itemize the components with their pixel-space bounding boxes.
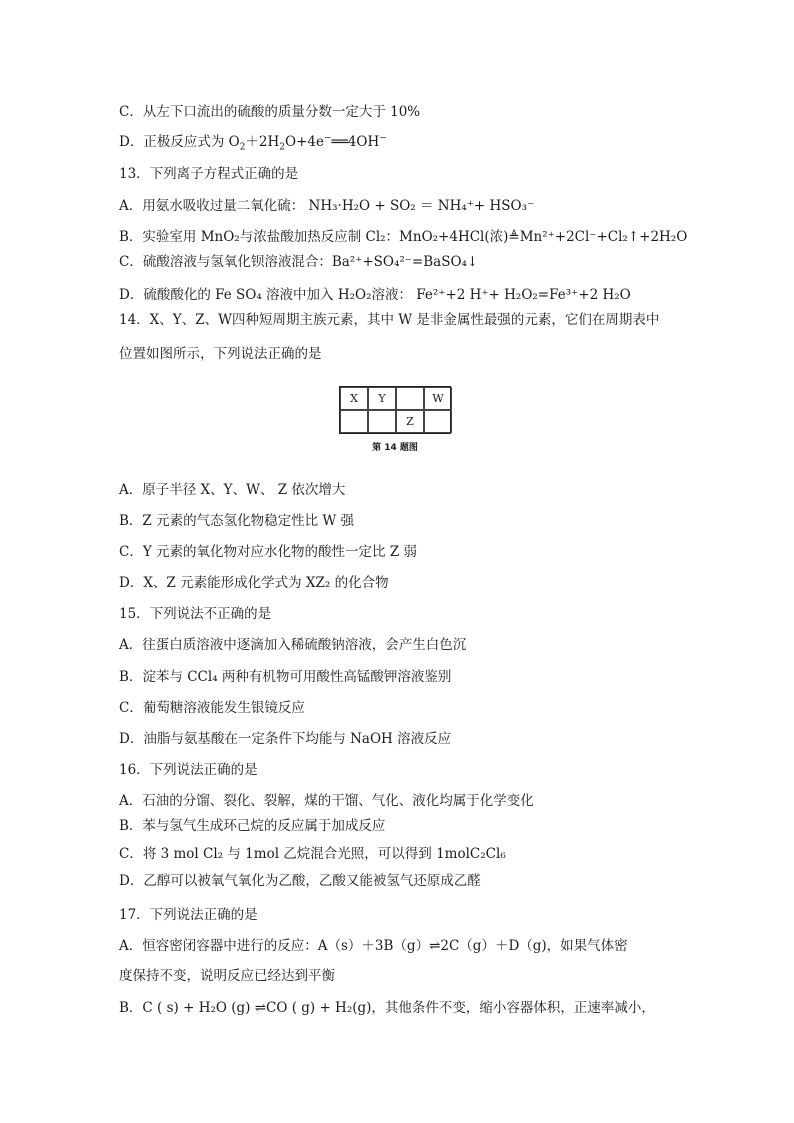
table-cell xyxy=(368,410,396,433)
q12-option-d-text-1: D．正极反应式为 O xyxy=(119,134,240,150)
table-cell: X xyxy=(340,387,368,410)
q12-sub-1: 2 xyxy=(239,142,246,153)
q12-option-d xyxy=(119,133,734,151)
q15-option-a: A．往蛋白质溶液中逐滴加入稀硫酸钠溶液，会产生白色沉 xyxy=(119,637,467,653)
q13-stem: 13．下列离子方程式正确的是 xyxy=(119,166,299,182)
q12-option-d-text-2: ＋2H xyxy=(245,134,280,150)
q15-option-b: B．淀苯与 CCl₄ 两种有机物可用酸性高锰酸钾溶液鉴别 xyxy=(119,669,452,685)
q13-option-a: A．用氨水吸收过量二氧化硫： NH₃·H₂O + SO₂ ＝ NH₄⁺+ HSO₃⁻ xyxy=(119,198,535,214)
q12-sup-2: − xyxy=(379,133,387,144)
table-cell xyxy=(424,410,452,433)
q15-option-c: C．葡萄糖溶液能发生银镜反应 xyxy=(119,700,305,716)
q12-option-c: C．从左下口流出的硫酸的质量分数一定大于 10% xyxy=(119,104,421,120)
q16-option-c: C．将 3 mol Cl₂ 与 1mol 乙烷混合光照，可以得到 1molC₂Cl₆ xyxy=(119,846,506,862)
table-cell xyxy=(340,410,368,433)
q12-option-d-text-4: ══4OH xyxy=(331,134,380,150)
figure-caption: 第 14 题图 xyxy=(372,443,418,453)
table-cell: Y xyxy=(368,387,396,410)
q13-option-b: B．实验室用 MnO₂与浓盐酸加热反应制 Cl₂：MnO₂+4HCl(浓)≜Mn²⁺+2Cl⁻+Cl₂↑+2H₂O xyxy=(119,229,688,245)
q14-stem-line-2: 位置如图所示，下列说法正确的是 xyxy=(119,346,322,362)
q12-sub-2: 2 xyxy=(279,142,286,153)
q14-option-c: C．Y 元素的氧化物对应水化物的酸性一定比 Z 弱 xyxy=(119,544,417,560)
q16-option-b: B．苯与氢气生成环己烷的反应属于加成反应 xyxy=(119,818,386,834)
q14-option-d: D．X、Z 元素能形成化学式为 XZ₂ 的化合物 xyxy=(119,575,389,591)
q13-option-d: D．硫酸酸化的 Fe SO₄ 溶液中加入 H₂O₂溶液： Fe²⁺+2 H⁺+ H₂O₂=Fe³⁺+2 H₂O xyxy=(119,287,631,303)
q12-sup-1: − xyxy=(324,133,332,144)
q16-option-a: A．石油的分馏、裂化、裂解，煤的干馏、气化、液化均属于化学变化 xyxy=(119,793,534,809)
q16-option-d: D．乙醇可以被氧气氧化为乙酸，乙酸又能被氢气还原成乙醛 xyxy=(119,873,481,889)
table-cell: W xyxy=(424,387,452,410)
q15-option-d: D．油脂与氨基酸在一定条件下均能与 NaOH 溶液反应 xyxy=(119,731,452,747)
q17-option-b: B．C ( s) + H₂O (g) ⇌CO ( g) + H₂(g)，其他条件不变，缩小容器体积，正速率减小， xyxy=(119,1000,655,1016)
q14-option-b: B．Z 元素的气态氢化物稳定性比 W 强 xyxy=(119,513,355,529)
table-cell: Z xyxy=(396,410,424,433)
q14-option-a: A．原子半径 X、Y、W、 Z 依次增大 xyxy=(119,482,346,498)
q15-stem: 15．下列说法不正确的是 xyxy=(119,606,272,622)
q14-figure xyxy=(339,386,451,453)
q17-stem: 17．下列说法正确的是 xyxy=(119,907,258,923)
q17-option-a-line-1: A．恒容密闭容器中进行的反应：A（s）＋3B（g）⇌2C（g）＋D（g)，如果气体密 xyxy=(119,938,628,954)
q16-stem: 16．下列说法正确的是 xyxy=(119,762,258,778)
q17-option-a-line-2: 度保持不变，说明反应已经达到平衡 xyxy=(119,968,335,984)
q12-option-d-text-3: O+4e xyxy=(285,134,324,150)
periodic-table-fragment xyxy=(339,386,451,434)
q14-stem-line-1: 14．X、Y、Z、W四种短周期主族元素，其中 W 是非金属性最强的元素，它们在周期表中 xyxy=(119,312,660,328)
table-cell xyxy=(396,387,424,410)
q13-option-c: C．硫酸溶液与氢氧化钡溶液混合：Ba²⁺+SO₄²⁻=BaSO₄↓ xyxy=(119,254,479,270)
